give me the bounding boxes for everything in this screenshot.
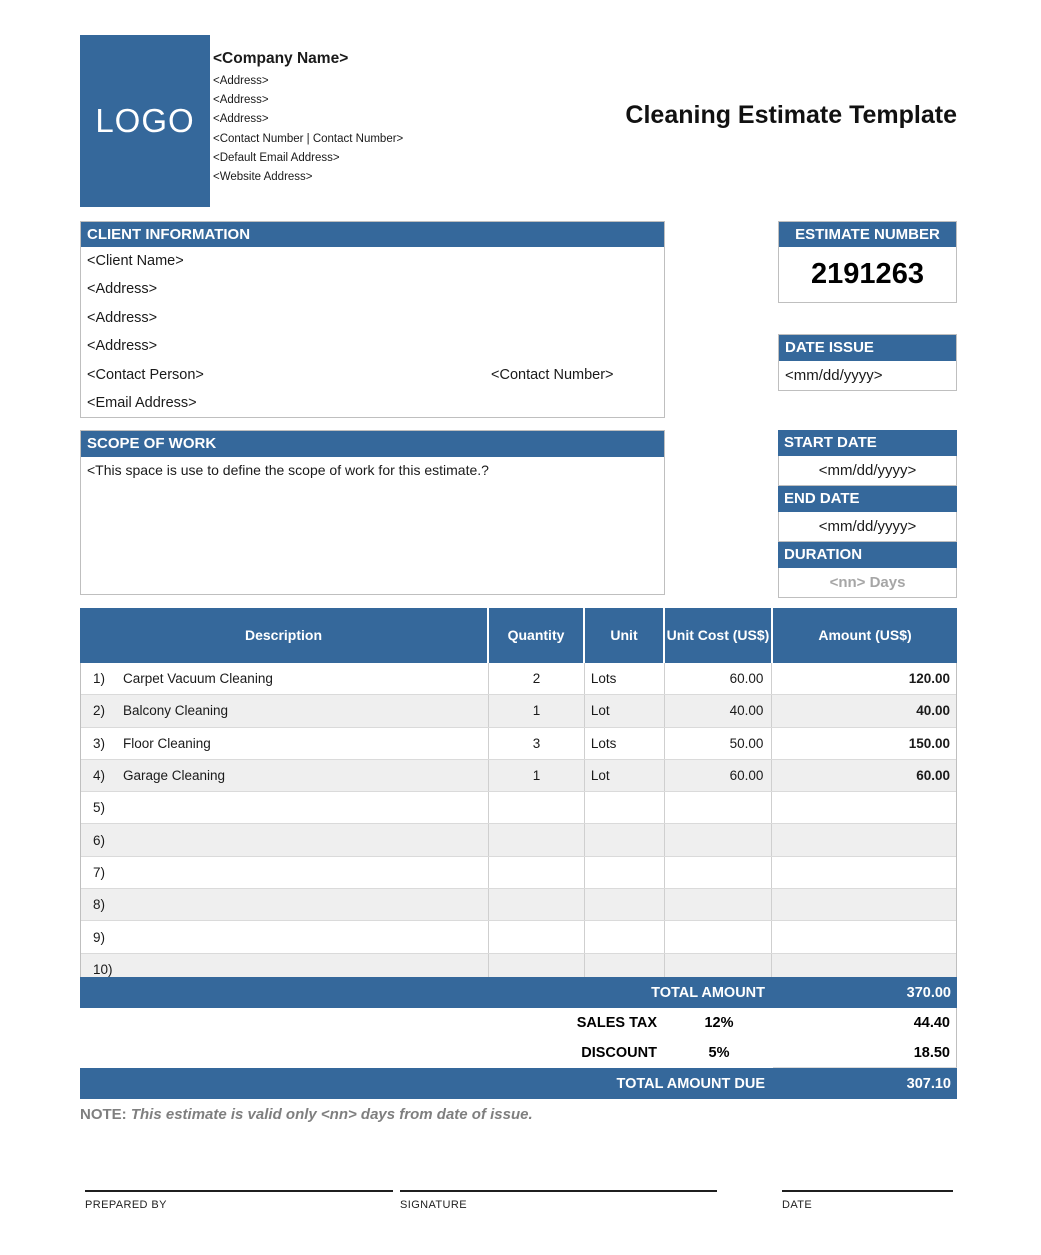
item-unit-cell[interactable]: Lot	[585, 760, 665, 791]
item-row-number: 8)	[93, 897, 106, 913]
sales-tax-value[interactable]: 44.40	[773, 1008, 957, 1038]
client-contact-person-field[interactable]: <Contact Person>	[87, 366, 204, 383]
client-name-field[interactable]: <Client Name>	[87, 253, 184, 269]
estimate-number-header: ESTIMATE NUMBER	[779, 222, 956, 247]
item-unit-cost-cell[interactable]	[665, 824, 773, 855]
duration-field[interactable]: <nn> Days	[778, 568, 957, 598]
column-header-description: Description	[80, 608, 489, 663]
client-address-field[interactable]: <Address>	[87, 309, 158, 326]
company-name[interactable]: <Company Name>	[213, 50, 349, 67]
end-date-header: END DATE	[778, 486, 957, 512]
client-contact-row	[81, 361, 664, 389]
table-row	[81, 921, 956, 953]
estimate-number-section	[778, 221, 957, 303]
item-amount-cell[interactable]: 40.00	[916, 703, 951, 719]
total-amount-due-label: TOTAL AMOUNT DUE	[616, 1075, 765, 1092]
table-row	[81, 857, 956, 889]
table-row	[81, 663, 956, 695]
client-information-section	[80, 221, 665, 418]
item-unit-cost-cell[interactable]: 40.00	[665, 695, 773, 726]
item-row-number: 9)	[93, 929, 106, 945]
company-logo	[80, 35, 210, 207]
item-amount-cell[interactable]	[772, 792, 956, 823]
item-unit-cost-cell[interactable]: 60.00	[665, 663, 773, 694]
item-row-number: 3)	[93, 735, 106, 751]
note-label: NOTE:	[80, 1106, 127, 1123]
company-address-line[interactable]: <Address>	[213, 94, 269, 107]
item-amount-cell[interactable]: 60.00	[916, 768, 951, 784]
prepared-by-signature-block	[85, 1190, 393, 1211]
prepared-by-signature-line[interactable]	[85, 1190, 393, 1192]
item-quantity-cell[interactable]	[489, 792, 585, 823]
item-unit-cell[interactable]	[585, 857, 665, 888]
table-row	[81, 728, 956, 760]
date-issue-section	[778, 334, 957, 391]
total-amount-value[interactable]: 370.00	[906, 984, 951, 1001]
company-contact-line[interactable]: <Contact Number | Contact Number>	[213, 132, 404, 145]
client-information-header: CLIENT INFORMATION	[81, 222, 664, 247]
client-email-field[interactable]: <Email Address>	[87, 394, 197, 411]
column-header-amount: Amount (US$)	[818, 626, 912, 643]
totals-section	[80, 977, 957, 1099]
client-address-field[interactable]: <Address>	[87, 281, 158, 298]
item-description-text: Garage Cleaning	[123, 768, 226, 784]
total-amount-due-value[interactable]: 307.10	[906, 1075, 951, 1092]
date-signature-line[interactable]	[782, 1190, 953, 1192]
item-description-cell[interactable]	[81, 760, 489, 791]
validity-note	[80, 1106, 533, 1123]
discount-rate-field[interactable]: 5%	[708, 1045, 730, 1061]
item-amount-cell[interactable]: 120.00	[908, 671, 951, 687]
item-quantity-cell[interactable]	[489, 889, 585, 920]
item-amount-cell[interactable]	[772, 889, 956, 920]
end-date-field[interactable]: <mm/dd/yyyy>	[778, 512, 957, 542]
item-unit-cell[interactable]: Lots	[585, 728, 665, 759]
estimate-number-value[interactable]: 2191263	[811, 258, 924, 290]
table-row	[81, 695, 956, 727]
item-quantity-cell[interactable]: 1	[489, 760, 585, 791]
item-row-number: 4)	[93, 768, 106, 784]
item-amount-cell[interactable]	[772, 921, 956, 952]
item-unit-cost-cell[interactable]	[665, 889, 773, 920]
date-signature-block	[782, 1190, 953, 1211]
company-info	[213, 50, 633, 187]
scope-of-work-field[interactable]: <This space is use to define the scope of work for this estimate.?	[87, 462, 489, 478]
column-header-quantity: Quantity	[489, 608, 585, 663]
discount-label: DISCOUNT	[581, 1045, 657, 1061]
date-issue-field[interactable]: <mm/dd/yyyy>	[785, 367, 883, 384]
item-description-text: Balcony Cleaning	[123, 703, 229, 719]
item-unit-cost-cell[interactable]	[665, 792, 773, 823]
sales-tax-row	[80, 1008, 957, 1038]
discount-row	[80, 1038, 957, 1068]
scope-of-work-header: SCOPE OF WORK	[81, 431, 664, 457]
page-title: Cleaning Estimate Template	[625, 101, 957, 129]
total-amount-label: TOTAL AMOUNT	[651, 984, 765, 1001]
item-unit-cost-cell[interactable]	[665, 921, 773, 952]
item-unit-cell[interactable]	[585, 921, 665, 952]
table-row	[81, 824, 956, 856]
item-amount-cell[interactable]	[772, 857, 956, 888]
table-row	[81, 760, 956, 792]
item-amount-cell[interactable]	[772, 824, 956, 855]
note-text: This estimate is valid only <nn> days from date of issue.	[130, 1106, 533, 1123]
item-quantity-cell[interactable]	[489, 921, 585, 952]
item-unit-cell[interactable]	[585, 889, 665, 920]
column-header-unit: Unit	[585, 608, 665, 663]
discount-value[interactable]: 18.50	[773, 1038, 957, 1068]
item-description-cell[interactable]	[81, 695, 489, 726]
item-unit-cell[interactable]	[585, 792, 665, 823]
item-unit-cost-cell[interactable]: 50.00	[665, 728, 773, 759]
item-description-cell[interactable]	[81, 857, 489, 888]
column-header-unit-cost: Unit Cost (US$)	[665, 608, 773, 663]
company-website-line[interactable]: <Website Address>	[213, 171, 313, 184]
item-row-number: 1)	[93, 671, 106, 687]
start-date-header: START DATE	[778, 430, 957, 456]
date-issue-header: DATE ISSUE	[779, 335, 956, 361]
item-unit-cost-cell[interactable]	[665, 857, 773, 888]
item-amount-cell[interactable]: 150.00	[908, 735, 951, 751]
client-contact-number-field[interactable]: <Contact Number>	[491, 366, 614, 383]
item-description-text: Carpet Vacuum Cleaning	[123, 671, 273, 687]
logo-text: LOGO	[95, 102, 195, 139]
item-row-number: 10)	[93, 961, 113, 977]
duration-header: DURATION	[778, 542, 957, 568]
item-unit-cell[interactable]: Lots	[585, 663, 665, 694]
schedule-section	[778, 430, 957, 598]
company-address-line[interactable]: <Address>	[213, 113, 269, 126]
table-row	[81, 889, 956, 921]
total-amount-due-row	[80, 1068, 957, 1099]
items-table-header-row	[80, 608, 957, 663]
item-quantity-cell[interactable]	[489, 824, 585, 855]
table-row	[81, 792, 956, 824]
company-email-line[interactable]: <Default Email Address>	[213, 151, 340, 164]
item-description-cell[interactable]	[81, 921, 489, 952]
item-unit-cost-cell[interactable]: 60.00	[665, 760, 773, 791]
scope-of-work-section	[80, 430, 665, 595]
item-description-text: Floor Cleaning	[123, 735, 211, 751]
item-description-cell[interactable]	[81, 663, 489, 694]
item-quantity-cell[interactable]	[489, 857, 585, 888]
prepared-by-label: PREPARED BY	[85, 1199, 167, 1211]
signature-label: SIGNATURE	[400, 1199, 467, 1211]
item-unit-cell[interactable]	[585, 824, 665, 855]
start-date-field[interactable]: <mm/dd/yyyy>	[778, 456, 957, 486]
item-description-cell[interactable]	[81, 889, 489, 920]
date-label: DATE	[782, 1199, 813, 1211]
client-address-field[interactable]: <Address>	[87, 338, 158, 355]
item-quantity-cell[interactable]: 2	[489, 663, 585, 694]
item-description-cell[interactable]	[81, 728, 489, 759]
item-description-cell[interactable]	[81, 824, 489, 855]
sales-tax-label: SALES TAX	[576, 1015, 657, 1031]
item-quantity-cell[interactable]: 1	[489, 695, 585, 726]
total-amount-row	[80, 977, 957, 1008]
sales-tax-rate-field[interactable]: 12%	[704, 1015, 734, 1031]
item-row-number: 6)	[93, 832, 106, 848]
item-row-number: 5)	[93, 800, 106, 816]
items-table-body	[80, 663, 957, 986]
signature-line[interactable]	[400, 1190, 717, 1192]
item-quantity-cell[interactable]: 3	[489, 728, 585, 759]
items-table	[80, 608, 957, 986]
item-row-number: 7)	[93, 864, 106, 880]
item-row-number: 2)	[93, 703, 106, 719]
company-address-line[interactable]: <Address>	[213, 75, 269, 87]
item-description-cell[interactable]	[81, 792, 489, 823]
signature-block	[400, 1190, 717, 1211]
item-unit-cell[interactable]: Lot	[585, 695, 665, 726]
